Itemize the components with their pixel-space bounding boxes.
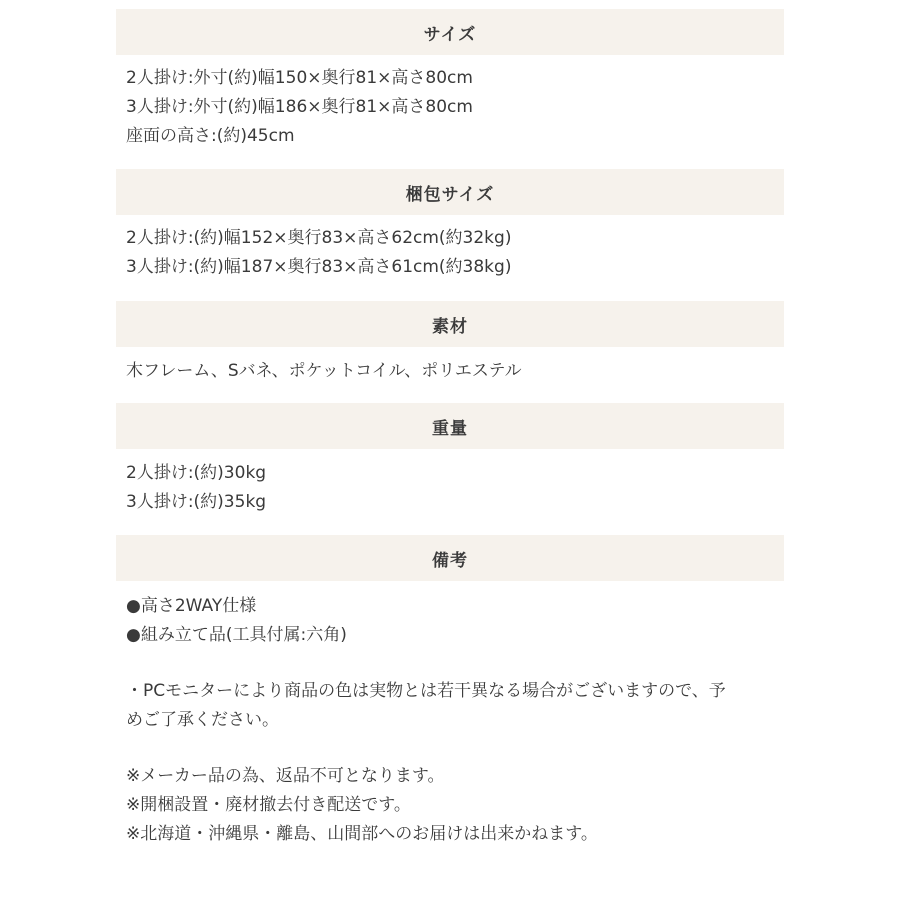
spec-line: 3人掛け:外寸(約)幅186×奥行81×高さ80cm [126, 97, 473, 117]
note-line: ・PCモニターにより商品の色は実物とは若干異なる場合がございますので、予 [126, 681, 726, 701]
warning-line: ※メーカー品の為、返品不可となります。 [126, 766, 445, 786]
section-header-remarks [116, 535, 784, 581]
section-title: 素材 [432, 316, 468, 337]
spec-line: 2人掛け:(約)30kg [126, 463, 267, 483]
warnings-list [126, 762, 806, 849]
spec-line: ●組み立て品(工具付属:六角) [126, 625, 347, 645]
spec-line: 座面の高さ:(約)45cm [126, 126, 295, 146]
section-body-weight [126, 459, 806, 517]
section-header-material [116, 301, 784, 347]
warning-line: ※北海道・沖縄県・離島、山間部へのお届けは出来かねます。 [126, 824, 598, 844]
warning-line: ※開梱設置・廃材撤去付き配送です。 [126, 795, 411, 815]
spec-line: 2人掛け:(約)幅152×奥行83×高さ62cm(約32kg) [126, 228, 512, 248]
spec-line: 2人掛け:外寸(約)幅150×奥行81×高さ80cm [126, 68, 473, 88]
section-title: サイズ [423, 24, 477, 45]
spec-line: 木フレーム、Sバネ、ポケットコイル、ポリエステル [126, 361, 522, 381]
monitor-note [126, 677, 806, 735]
section-body-size [126, 64, 806, 151]
section-title: 重量 [432, 418, 468, 439]
section-body-material [126, 357, 806, 386]
note-line: めご了承ください。 [126, 710, 279, 730]
section-title: 梱包サイズ [405, 184, 495, 205]
spec-line: ●高さ2WAY仕様 [126, 596, 257, 616]
section-header-size [116, 9, 784, 55]
section-title: 備考 [432, 550, 468, 571]
spec-line: 3人掛け:(約)幅187×奥行83×高さ61cm(約38kg) [126, 257, 512, 277]
section-header-weight [116, 403, 784, 449]
spec-line: 3人掛け:(約)35kg [126, 492, 267, 512]
section-header-package-size [116, 169, 784, 215]
section-body-remarks [126, 592, 806, 650]
section-body-package-size [126, 224, 806, 282]
